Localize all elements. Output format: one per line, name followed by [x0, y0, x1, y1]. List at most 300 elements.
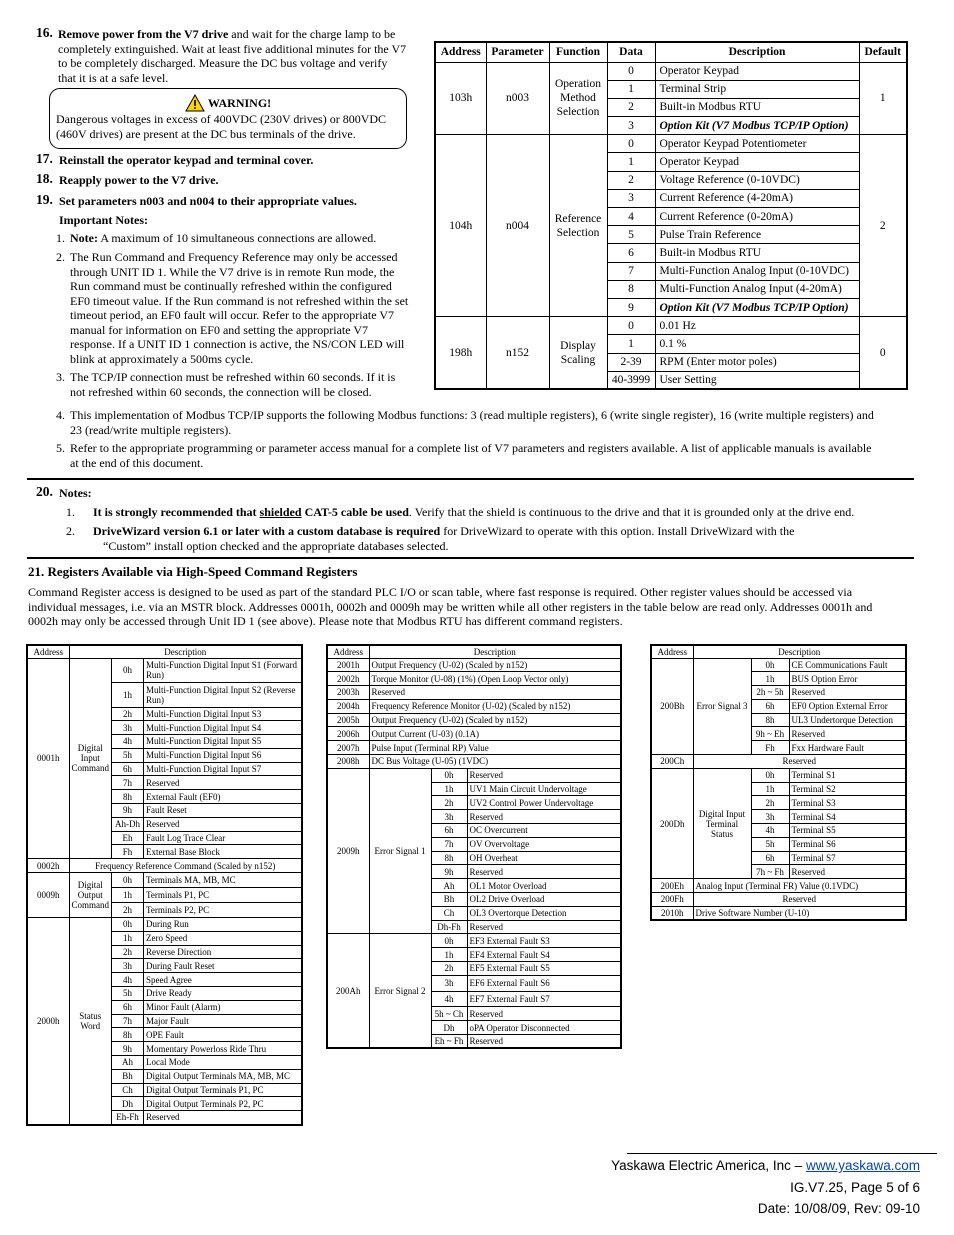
step-17-text: Reinstall the operator keypad and terminal cover. — [59, 153, 314, 167]
register-bit: 0h — [431, 768, 467, 782]
param-default: 2 — [859, 135, 907, 317]
register-row — [327, 686, 621, 700]
register-address: 2001h — [327, 658, 369, 672]
param-data: 6 — [607, 244, 655, 262]
register-bit: 0h — [751, 658, 789, 672]
param-header-function: Function — [549, 42, 607, 62]
register-bit-description: Drive Ready — [144, 987, 303, 1001]
register-group-label: Error Signal 1 — [369, 768, 431, 934]
register-bit: Eh — [112, 831, 144, 845]
register-header-address: Address — [327, 645, 369, 658]
register-bit: 1h — [431, 948, 467, 962]
param-description: Voltage Reference (0-10VDC) — [655, 171, 859, 189]
register-address: 0002h — [27, 859, 69, 873]
param-data: 5 — [607, 226, 655, 244]
register-bit-description: EF4 External Fault S4 — [467, 948, 621, 962]
register-description: DC Bus Voltage (U-05) (1VDC) — [369, 755, 621, 769]
warning-triangle-icon — [185, 94, 205, 112]
register-bit: 0h — [751, 768, 789, 782]
register-table-left — [26, 644, 303, 1126]
note-3-text: The TCP/IP connection must be refreshed within 60 seconds. If it is not refreshed within 60 seconds, the connection will be closed. — [70, 370, 396, 399]
register-bit: Ch — [431, 906, 467, 920]
register-bit-description: Digital Output Terminals MA, MB, MC — [144, 1069, 303, 1083]
step-20-note-2-number: 2. — [66, 524, 75, 538]
param-description: Option Kit (V7 Modbus TCP/IP Option) — [655, 117, 859, 135]
register-bit: 2h — [112, 945, 144, 959]
register-bit: Dh — [431, 1021, 467, 1035]
register-bit: 1h — [431, 782, 467, 796]
register-bit-description: Reserved — [789, 686, 906, 700]
register-row — [327, 672, 621, 686]
register-row — [651, 893, 906, 907]
param-data: 8 — [607, 280, 655, 298]
register-description: Torque Monitor (U-08) (1%) (Open Loop Vector only) — [369, 672, 621, 686]
register-bit-description: Terminal S6 — [789, 837, 906, 851]
register-bit: 3h — [751, 810, 789, 824]
register-address: 200Eh — [651, 879, 693, 893]
register-bit-description: Terminals P2, PC — [144, 903, 303, 918]
param-header-default: Default — [859, 42, 907, 62]
register-group-label: Status Word — [69, 918, 112, 1125]
register-row — [651, 906, 906, 920]
register-row — [327, 741, 621, 755]
register-bit: 1h — [112, 931, 144, 945]
param-data: 2-39 — [607, 353, 655, 371]
register-bit: 6h — [751, 699, 789, 713]
param-data: 9 — [607, 298, 655, 316]
register-description: Analog Input (Terminal FR) Value (0.1VDC) — [693, 879, 906, 893]
register-address: 2007h — [327, 741, 369, 755]
register-bit: 8h — [751, 713, 789, 727]
register-bit-description: Reserved — [144, 817, 303, 831]
register-bit-description: Terminal S5 — [789, 824, 906, 838]
register-bit-description: oPA Operator Disconnected — [467, 1021, 621, 1035]
register-bit: 9h — [431, 865, 467, 879]
register-address: 2008h — [327, 755, 369, 769]
param-address: 198h — [435, 317, 486, 390]
register-row — [327, 658, 621, 672]
register-bit: 7h — [431, 837, 467, 851]
register-description: Reserved — [369, 686, 621, 700]
register-group-label: Digital Input Terminal Status — [693, 768, 751, 878]
param-data: 1 — [607, 335, 655, 353]
register-bit-description: Reserved — [467, 1007, 621, 1021]
divider-2 — [27, 557, 914, 559]
register-row — [327, 699, 621, 713]
register-bit-description: Multi-Function Digital Input S6 — [144, 748, 303, 762]
step-19-number: 19. — [36, 192, 53, 207]
footer-doc-id: IG.V7.25, Page 5 of 6 — [790, 1180, 920, 1195]
param-name: n003 — [486, 62, 549, 135]
register-bit: 7h — [112, 776, 144, 790]
register-bit: 4h — [751, 824, 789, 838]
register-bit-description: EF3 External Fault S3 — [467, 934, 621, 948]
param-row — [435, 62, 907, 80]
step-18-text: Reapply power to the V7 drive. — [59, 173, 219, 187]
register-bit-description: Reserved — [789, 727, 906, 741]
footer-rule — [627, 1153, 937, 1154]
register-bit-description: External Base Block — [144, 845, 303, 859]
register-bit-description: Reserved — [467, 920, 621, 934]
register-bit: 9h — [112, 1042, 144, 1056]
register-description: Pulse Input (Terminal RP) Value — [369, 741, 621, 755]
register-bit-description: Fault Reset — [144, 804, 303, 818]
param-data: 3 — [607, 189, 655, 207]
step-20-note-1-number: 1. — [66, 505, 75, 519]
register-group-label: Error Signal 2 — [369, 934, 431, 1048]
note-1-number: 1. — [56, 231, 65, 245]
param-header-data: Data — [607, 42, 655, 62]
register-address: 0009h — [27, 873, 69, 918]
param-description: 0.1 % — [655, 335, 859, 353]
register-address: 200Ah — [327, 934, 369, 1048]
register-bit-description: CE Communications Fault — [789, 658, 906, 672]
note-5-number: 5. — [56, 441, 65, 455]
param-data: 2 — [607, 98, 655, 116]
register-bit: 7h — [112, 1014, 144, 1028]
param-description: Multi-Function Analog Input (0-10VDC) — [655, 262, 859, 280]
register-bit: 1h — [112, 683, 144, 708]
register-bit-description: Multi-Function Digital Input S4 — [144, 721, 303, 735]
register-description: Reserved — [693, 893, 906, 907]
register-address: 2005h — [327, 713, 369, 727]
param-description: Pulse Train Reference — [655, 226, 859, 244]
param-header-address: Address — [435, 42, 486, 62]
important-notes-heading: Important Notes: — [59, 213, 148, 227]
note-1-text: Note: A maximum of 10 simultaneous connections are allowed. — [70, 231, 377, 245]
step-20-note-2-text: DriveWizard version 6.1 or later with a custom database is required for DriveWizard to operate with this option. Install DriveWizard with the “Custom” install option checked and the appropriate databases selected. — [93, 524, 795, 553]
step-19-text: Set parameters n003 and n004 to their appropriate values. — [59, 194, 357, 208]
param-data: 2 — [607, 171, 655, 189]
register-address: 200Dh — [651, 768, 693, 878]
register-address: 2004h — [327, 699, 369, 713]
register-bit-description: Digital Output Terminals P1, PC — [144, 1083, 303, 1097]
note-2-number: 2. — [56, 250, 65, 264]
step-16-bold: Remove power from the V7 drive — [58, 27, 229, 41]
register-address: 200Ch — [651, 755, 693, 769]
register-bit-description: External Fault (EF0) — [144, 790, 303, 804]
register-row — [327, 727, 621, 741]
register-bit-description: OL1 Motor Overload — [467, 879, 621, 893]
param-default: 0 — [859, 317, 907, 390]
register-bit-description: Digital Output Terminals P2, PC — [144, 1097, 303, 1111]
register-bit-description: Reserved — [789, 865, 906, 879]
register-row — [27, 873, 302, 888]
register-bit-description: EF0 Option External Error — [789, 699, 906, 713]
register-header-row — [327, 645, 621, 658]
parameter-table — [434, 41, 908, 390]
register-bit-description: Fxx Hardware Fault — [789, 741, 906, 755]
param-description: User Setting — [655, 371, 859, 389]
register-bit-description: Reserved — [467, 1034, 621, 1048]
param-description: Operator Keypad — [655, 62, 859, 80]
section-21-text: Command Register access is designed to be used as part of the standard PLC I/O or scan table, where fast response is required. Other register values should be accessed via individual messages, i.e. via an MSTR block. Addresses 0001h, 0002h and 0009h may be written while all other registers in the table below are read only. Addresses 0001h and 0002h may only be accessed through Unit ID 1 (see above). Please note that Modbus RTU has different command registers. — [28, 585, 873, 628]
register-bit-description: EF6 External Fault S6 — [467, 975, 621, 991]
note-3-number: 3. — [56, 370, 65, 384]
param-name: n004 — [486, 135, 549, 317]
step-20-text: Notes: — [59, 486, 92, 500]
register-bit: Ah — [431, 879, 467, 893]
param-data: 1 — [607, 153, 655, 171]
register-bit-description: Reserved — [467, 768, 621, 782]
register-row — [27, 658, 302, 683]
register-bit-description: Terminals P1, PC — [144, 888, 303, 903]
register-bit-description: OC Overcurrent — [467, 824, 621, 838]
register-group-label: Digital Output Command — [69, 873, 112, 918]
register-bit: Dh — [112, 1097, 144, 1111]
register-bit: 2h ~ 5h — [751, 686, 789, 700]
register-bit: Eh ~ Fh — [431, 1034, 467, 1048]
register-bit-description: Terminal S3 — [789, 796, 906, 810]
footer-date: Date: 10/08/09, Rev: 09-10 — [757, 1201, 920, 1216]
register-address: 2009h — [327, 768, 369, 934]
param-data: 1 — [607, 80, 655, 98]
param-data: 3 — [607, 117, 655, 135]
register-row — [327, 934, 621, 948]
register-bit: 3h — [431, 975, 467, 991]
register-bit: 2h — [431, 796, 467, 810]
register-row — [651, 879, 906, 893]
register-description: Drive Software Number (U-10) — [693, 906, 906, 920]
register-header-description: Description — [693, 645, 906, 658]
register-bit-description: Reserved — [144, 1111, 303, 1125]
register-bit: 3h — [112, 959, 144, 973]
register-header-address: Address — [651, 645, 693, 658]
register-row — [651, 768, 906, 782]
register-bit-description: OH Overheat — [467, 851, 621, 865]
warning-line-1: Dangerous voltages in excess of 400VDC (230V drives) or 800VDC — [56, 112, 387, 126]
param-address: 104h — [435, 135, 486, 317]
register-row — [651, 755, 906, 769]
param-function: Operation Method Selection — [549, 62, 607, 135]
param-header-description: Description — [655, 42, 859, 62]
param-row — [435, 317, 907, 335]
register-bit: 3h — [431, 810, 467, 824]
register-bit: 0h — [431, 934, 467, 948]
param-address: 103h — [435, 62, 486, 135]
register-bit-description: UV2 Control Power Undervoltage — [467, 796, 621, 810]
register-bit: 4h — [431, 991, 467, 1007]
param-row — [435, 135, 907, 153]
register-description: Reserved — [693, 755, 906, 769]
register-description: Output Frequency (U-02) (Scaled by n152) — [369, 713, 621, 727]
register-bit: 6h — [751, 851, 789, 865]
param-description: Current Reference (0-20mA) — [655, 208, 859, 226]
register-row — [651, 658, 906, 672]
register-bit-description: Momentary Powerloss Ride Thru — [144, 1042, 303, 1056]
register-bit: 2h — [431, 962, 467, 976]
register-bit-description: UV1 Main Circuit Undervoltage — [467, 782, 621, 796]
register-bit: 2h — [751, 796, 789, 810]
register-bit: 9h ~ Eh — [751, 727, 789, 741]
register-bit: 8h — [112, 790, 144, 804]
register-bit: 8h — [112, 1028, 144, 1042]
register-table-right — [650, 644, 907, 921]
register-description: Output Current (U-03) (0.1A) — [369, 727, 621, 741]
register-bit: 1h — [751, 672, 789, 686]
register-bit-description: Reserved — [467, 810, 621, 824]
step-16-text: Remove power from the V7 drive and wait for the charge lamp to be completely extinguished. Wait at least five additional minutes for the V7 to be completely discharged. Measure the DC bus voltage and verify that it is at a safe level. — [58, 27, 407, 85]
register-bit-description: Local Mode — [144, 1056, 303, 1070]
register-bit-description: Fault Log Trace Clear — [144, 831, 303, 845]
register-bit-description: During Fault Reset — [144, 959, 303, 973]
register-address: 2010h — [651, 906, 693, 920]
register-bit-description: Terminal S2 — [789, 782, 906, 796]
register-row — [27, 918, 302, 932]
register-bit-description: Reserved — [467, 865, 621, 879]
param-description: RPM (Enter motor poles) — [655, 353, 859, 371]
register-bit: 5h — [751, 837, 789, 851]
register-bit-description: Major Fault — [144, 1014, 303, 1028]
register-address: 2003h — [327, 686, 369, 700]
register-address: 2006h — [327, 727, 369, 741]
register-row — [27, 859, 302, 873]
register-bit: 0h — [112, 658, 144, 683]
register-header-row — [651, 645, 906, 658]
register-bit-description: During Run — [144, 918, 303, 932]
register-bit-description: Multi-Function Digital Input S2 (Reverse Run) — [144, 683, 303, 708]
register-group-label: Error Signal 3 — [693, 658, 751, 755]
param-data: 4 — [607, 208, 655, 226]
register-bit: Fh — [112, 845, 144, 859]
register-bit-description: Reserved — [144, 776, 303, 790]
step-20-note-1-text: It is strongly recommended that shielded CAT-5 cable be used. Verify that the shield is continuous to the drive and that it is grounded only at the drive end. — [93, 505, 855, 519]
register-description: Frequency Reference Monitor (U-02) (Scaled by n152) — [369, 699, 621, 713]
register-bit: 2h — [112, 903, 144, 918]
register-bit-description: Terminal S1 — [789, 768, 906, 782]
param-description: Operator Keypad — [655, 153, 859, 171]
register-bit: Fh — [751, 741, 789, 755]
register-bit: 3h — [112, 721, 144, 735]
param-description: 0.01 Hz — [655, 317, 859, 335]
note-4-text: This implementation of Modbus TCP/IP supports the following Modbus functions: 3 (read multiple registers), 6 (write single register), 16 (write multiple registers) and 23 (read/write multiple registers). — [70, 408, 874, 437]
yaskawa-link[interactable]: www.yaskawa.com — [805, 1158, 920, 1173]
param-description: Operator Keypad Potentiometer — [655, 135, 859, 153]
register-description: Output Frequency (U-02) (Scaled by n152) — [369, 658, 621, 672]
register-table-middle — [326, 644, 622, 1049]
register-bit-description: OV Overvoltage — [467, 837, 621, 851]
register-bit-description: EF7 External Fault S7 — [467, 991, 621, 1007]
register-header-row — [27, 645, 302, 658]
register-bit: 6h — [112, 1000, 144, 1014]
param-data: 0 — [607, 317, 655, 335]
param-description: Current Reference (4-20mA) — [655, 189, 859, 207]
register-bit-description: Terminal S7 — [789, 851, 906, 865]
warning-box — [49, 88, 407, 149]
register-address: 0001h — [27, 658, 69, 859]
warning-line-2: (460V drives) are present at the DC bus terminals of the drive. — [56, 126, 356, 141]
register-bit-description: Terminal S4 — [789, 810, 906, 824]
register-bit: 6h — [112, 762, 144, 776]
register-bit-description: Speed Agree — [144, 973, 303, 987]
param-data: 0 — [607, 62, 655, 80]
param-default: 1 — [859, 62, 907, 135]
register-bit-description: BUS Option Error — [789, 672, 906, 686]
section-21-title: 21. Registers Available via High-Speed Command Registers — [28, 564, 358, 579]
register-bit-description: Multi-Function Digital Input S3 — [144, 707, 303, 721]
divider-1 — [27, 478, 914, 480]
register-row — [327, 755, 621, 769]
param-description: Option Kit (V7 Modbus TCP/IP Option) — [655, 298, 859, 316]
register-header-description: Description — [369, 645, 621, 658]
register-row — [327, 768, 621, 782]
register-bit-description: OL2 Drive Overload — [467, 893, 621, 907]
register-row — [327, 713, 621, 727]
param-description: Built-in Modbus RTU — [655, 98, 859, 116]
register-bit: 5h ~ Ch — [431, 1007, 467, 1021]
register-bit-description: UL3 Undertorque Detection — [789, 713, 906, 727]
register-bit: 1h — [751, 782, 789, 796]
param-function: Display Scaling — [549, 317, 607, 390]
param-description: Multi-Function Analog Input (4-20mA) — [655, 280, 859, 298]
register-bit: Eh-Fh — [112, 1111, 144, 1125]
register-bit: 7h ~ Fh — [751, 865, 789, 879]
param-function: Reference Selection — [549, 135, 607, 317]
register-bit: Ah-Dh — [112, 817, 144, 831]
register-bit: 2h — [112, 707, 144, 721]
register-bit: 5h — [112, 987, 144, 1001]
register-header-description: Description — [69, 645, 302, 658]
warning-heading: WARNING! — [56, 94, 400, 112]
param-data: 40-3999 — [607, 371, 655, 389]
register-description: Frequency Reference Command (Scaled by n152) — [69, 859, 302, 873]
note-5-text: Refer to the appropriate programming or parameter access manual for a complete list of V7 parameters and registers available. A list of applicable manuals is available at the end of this document. — [70, 441, 872, 470]
param-description: Built-in Modbus RTU — [655, 244, 859, 262]
register-bit: 4h — [112, 735, 144, 749]
step-17-number: 17. — [36, 151, 53, 166]
register-bit: Ah — [112, 1056, 144, 1070]
step-18-number: 18. — [36, 171, 53, 186]
register-bit: 0h — [112, 918, 144, 932]
register-bit: Dh-Fh — [431, 920, 467, 934]
register-bit-description: EF5 External Fault S5 — [467, 962, 621, 976]
step-16-number: 16. — [36, 25, 53, 40]
param-header-parameter: Parameter — [486, 42, 549, 62]
register-bit: 5h — [112, 748, 144, 762]
register-bit: Bh — [431, 893, 467, 907]
register-group-label: Digital Input Command — [69, 658, 112, 859]
register-bit-description: Multi-Function Digital Input S5 — [144, 735, 303, 749]
register-bit-description: Minor Fault (Alarm) — [144, 1000, 303, 1014]
register-bit: 6h — [431, 824, 467, 838]
note-4-number: 4. — [56, 408, 65, 422]
register-bit: 4h — [112, 973, 144, 987]
register-bit: 8h — [431, 851, 467, 865]
register-bit-description: Multi-Function Digital Input S1 (Forward Run) — [144, 658, 303, 683]
register-bit: 1h — [112, 888, 144, 903]
register-header-address: Address — [27, 645, 69, 658]
register-bit-description: Terminals MA, MB, MC — [144, 873, 303, 888]
register-address: 2000h — [27, 918, 69, 1125]
register-address: 2002h — [327, 672, 369, 686]
register-bit-description: Multi-Function Digital Input S7 — [144, 762, 303, 776]
register-bit: 9h — [112, 804, 144, 818]
register-bit-description: Zero Speed — [144, 931, 303, 945]
register-bit: Bh — [112, 1069, 144, 1083]
register-bit-description: OPE Fault — [144, 1028, 303, 1042]
param-data: 0 — [607, 135, 655, 153]
register-bit: 0h — [112, 873, 144, 888]
note-2-text: The Run Command and Frequency Reference may only be accessed through UNIT ID 1. While the V7 drive is in remote Run mode, the Run command must be continually refreshed within the configured EF0 timeout value. If the Run command is not refreshed within the set timeout period, an EF0 fault will occur. Refer to the appropriate V7 manual for information on EF0 and setting the appropriate V7 response. If a UNIT ID 1 connection is active, the NS/CON LED will blink at approximately a 500ms cycle. — [70, 250, 409, 366]
register-bit: Ch — [112, 1083, 144, 1097]
param-description: Terminal Strip — [655, 80, 859, 98]
param-data: 7 — [607, 262, 655, 280]
param-name: n152 — [486, 317, 549, 390]
register-bit-description: OL3 Overtorque Detection — [467, 906, 621, 920]
footer-company: Yaskawa Electric America, Inc – www.yaskawa.com — [611, 1158, 920, 1173]
register-address: 200Fh — [651, 893, 693, 907]
step-20-number: 20. — [36, 484, 53, 499]
